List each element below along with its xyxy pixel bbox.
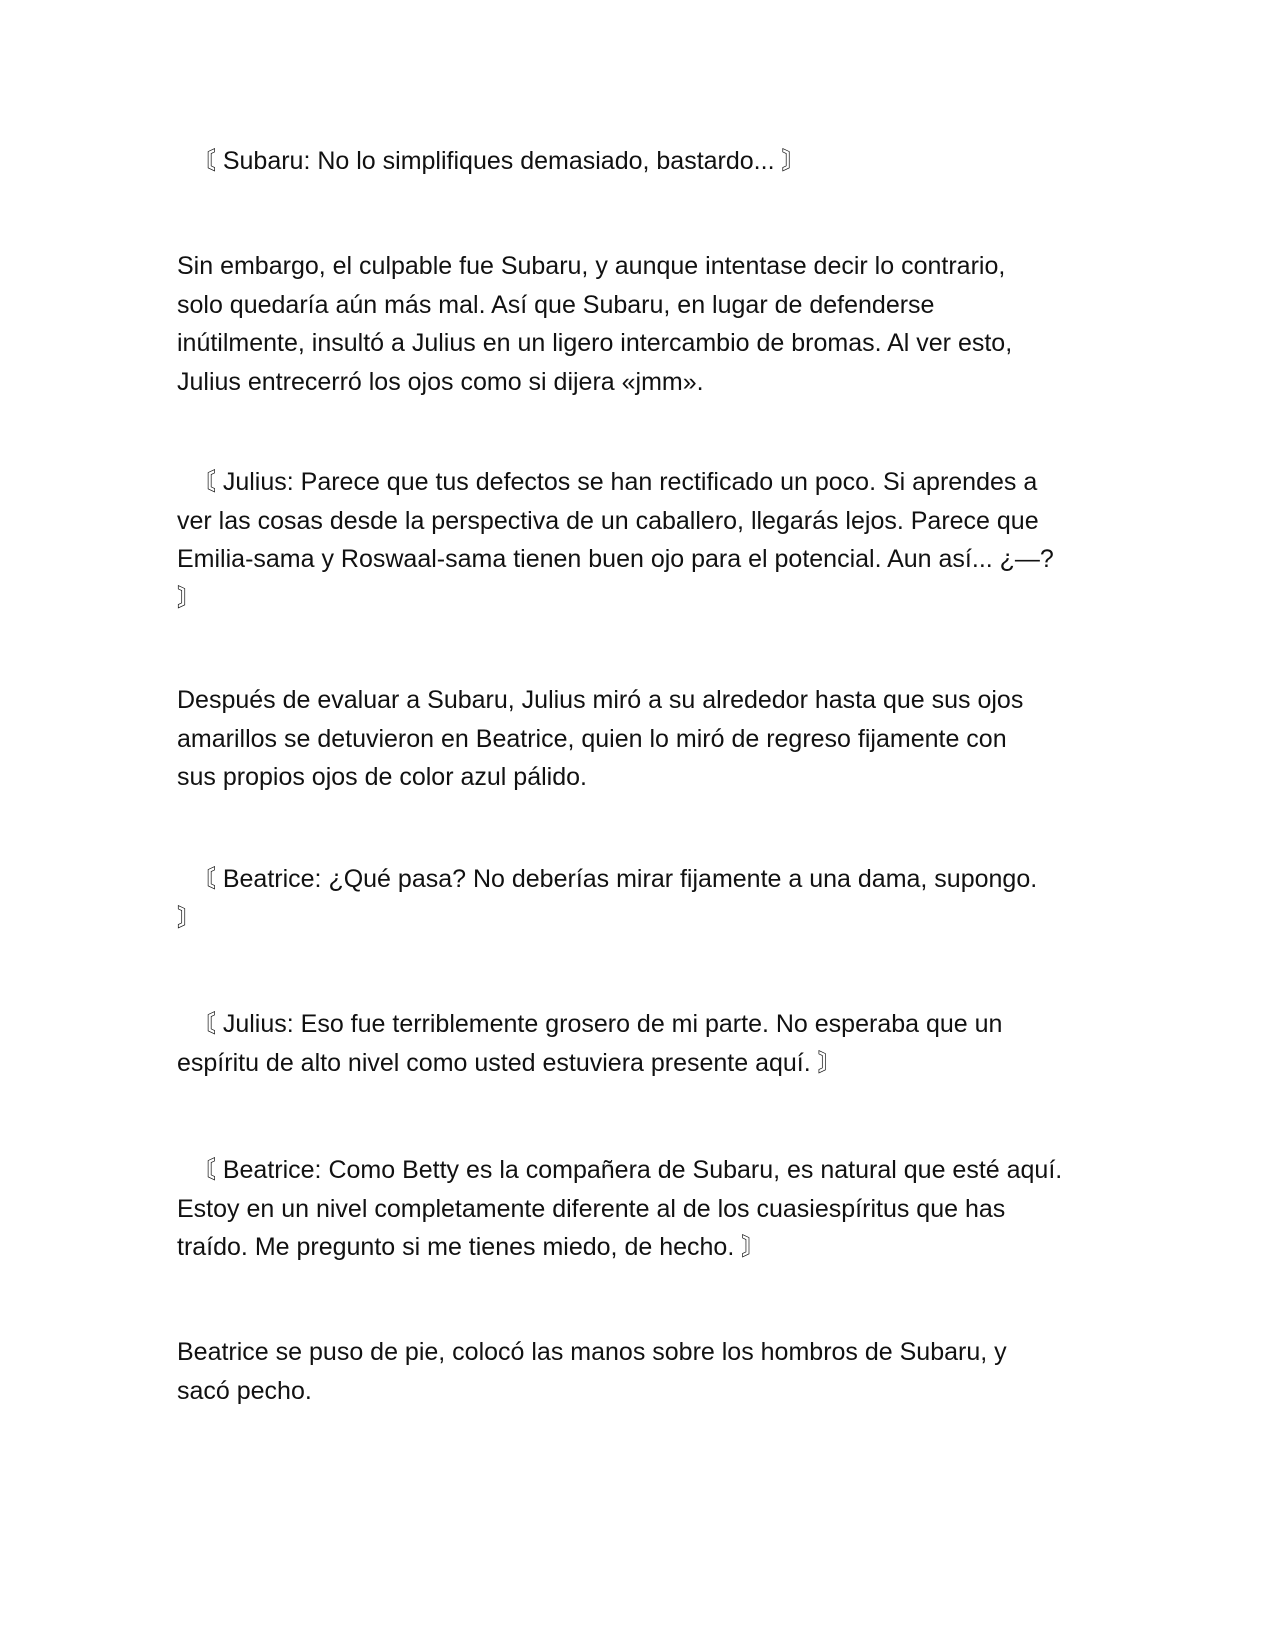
narration-paragraph-1 (177, 247, 1117, 401)
text-line: Estoy en un nivel completamente diferente al de los cuasiespíritus que has (177, 1194, 1006, 1223)
dialogue-beatrice-2 (177, 1151, 1117, 1267)
text-line: 〘 Julius: Eso fue terriblemente grosero de mi parte. No esperaba que un (177, 1010, 1003, 1038)
text-line: 〙 (177, 583, 203, 612)
text-line: Sin embargo, el culpable fue Subaru, y aunque intentase decir lo contrario, (177, 252, 1006, 280)
text-line: Beatrice se puso de pie, colocó las manos sobre los hombros de Subaru, y (177, 1338, 1007, 1366)
dialogue-julius-2 (177, 1005, 1117, 1082)
text-line: 〘 Beatrice: ¿Qué pasa? No deberías mirar fijamente a una dama, supongo. (177, 865, 1038, 893)
text-line: Julius entrecerró los ojos como si dijera «jmm». (177, 367, 704, 396)
text-line: Después de evaluar a Subaru, Julius miró a su alrededor hasta que sus ojos (177, 686, 1024, 714)
text-line: traído. Me pregunto si me tienes miedo, de hecho. 〙 (177, 1233, 767, 1261)
text-line: Emilia-sama y Roswaal-sama tienen buen ojo para el potencial. Aun así... ¿—? (177, 545, 1054, 573)
text-line: ver las cosas desde la perspectiva de un caballero, llegarás lejos. Parece que (177, 506, 1039, 535)
text-line: inútilmente, insultó a Julius en un ligero intercambio de bromas. Al ver esto, (177, 329, 1013, 357)
dialogue-beatrice-1 (177, 860, 1117, 937)
narration-paragraph-2 (177, 681, 1117, 797)
text-line: 〘 Julius: Parece que tus defectos se han rectificado un poco. Si aprendes a (177, 468, 1038, 496)
dialogue-julius-1 (177, 463, 1117, 617)
narration-paragraph-3 (177, 1333, 1117, 1410)
text-line: sus propios ojos de color azul pálido. (177, 763, 587, 791)
text-line: 〘 Subaru: No lo simplifiques demasiado, bastardo... 〙 (177, 147, 807, 175)
text-line: 〘 Beatrice: Como Betty es la compañera de Subaru, es natural que esté aquí. (177, 1156, 1063, 1184)
text-line: amarillos se detuvieron en Beatrice, quien lo miró de regreso fijamente con (177, 724, 1007, 753)
text-line: 〙 (177, 903, 203, 932)
dialogue-subaru-1 (177, 142, 1117, 181)
text-line: espíritu de alto nivel como usted estuviera presente aquí. 〙 (177, 1048, 843, 1077)
text-line: sacó pecho. (177, 1376, 312, 1405)
text-line: solo quedaría aún más mal. Así que Subaru, en lugar de defenderse (177, 290, 935, 319)
